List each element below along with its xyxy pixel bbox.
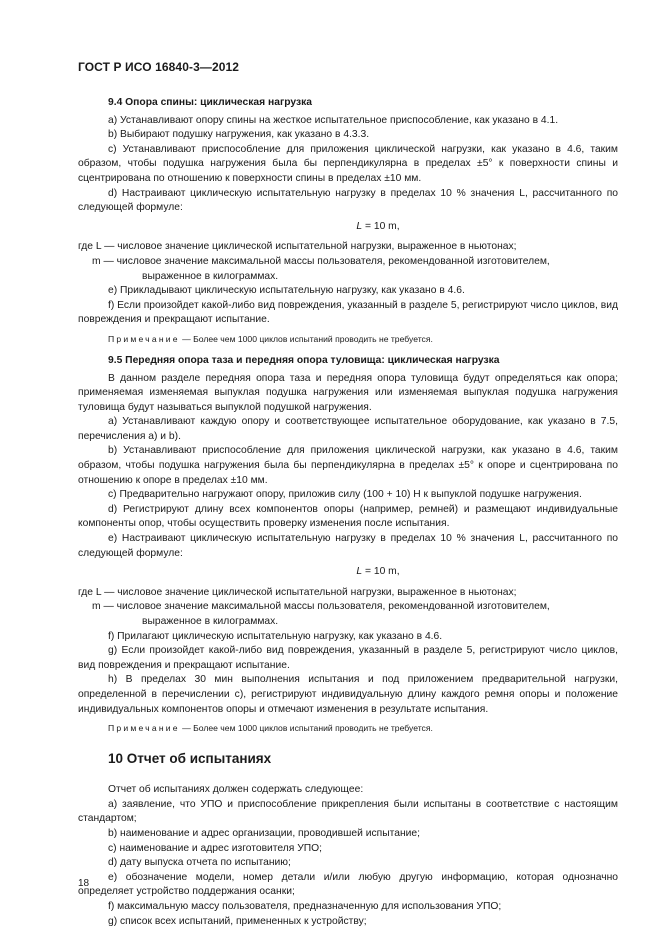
s10-item-c: с) наименование и адрес изготовителя УПО; (108, 842, 323, 854)
page-number: 18 (78, 878, 90, 889)
formula-rhs: = 10 m, (362, 566, 400, 578)
s10-item-e: е) обозначение модели, номер детали и/или любую другую информацию, которая однозначно определяет устройство поддержания осанки; (78, 871, 618, 898)
s94-item-a: а) Устанавливают опору спины на жесткое испытательное приспособление, как указано в 4.1. (108, 114, 559, 126)
s95-item-g: g) Если произойдет какой-либо вид повреждения, указанный в разделе 5, регистрируют число циклов, вид повреждения и прекращают испытание. (78, 645, 618, 671)
s94-where-m-cont: выраженное в килограммах. (142, 270, 279, 282)
s94-item-f: f) Если произойдет какой-либо вид повреждения, указанный в разделе 5, регистрируют число циклов, вид повреждения и прекращают испытание. (78, 299, 618, 326)
s95-formula (78, 565, 618, 580)
s95-item-c: с) Предварительно нагружают опору, приложив силу (100 + 10) Н к выпуклой подушке нагружения. (108, 489, 582, 501)
s95-intro: В данном разделе передняя опора таза и передняя опора туловища будут определяться как опора; применяемая изменяемая выпуклая подушка нагружения или изменяемая выпуклая подушка нагружения туловища будут называться выпуклой подушкой нагружения. (78, 372, 618, 413)
s10-intro: Отчет об испытаниях должен содержать следующее: (108, 784, 364, 796)
s94-item-e: е) Прикладывают циклическую испытательную нагрузку, как указано в 4.6. (108, 285, 465, 297)
s94-where-m: m — числовое значение максимальной массы пользователя, рекомендованной изготовителем, (92, 255, 550, 267)
formula-l-symbol: L (356, 566, 363, 578)
note-text: — Более чем 1000 циклов испытаний проводить не требуется. (179, 723, 433, 734)
document-header: ГОСТ Р ИСО 16840-3—2012 (78, 60, 240, 74)
s94-where-l: где L — числовое значение циклической испытательной нагрузки, выраженное в ньютонах; (78, 241, 517, 253)
note-label: Примечание (108, 723, 180, 734)
s95-where-m-cont: выраженное в килограммах. (142, 616, 279, 627)
note-label: Примечание (108, 333, 180, 344)
s10-item-d: d) дату выпуска отчета по испытанию; (108, 857, 291, 869)
note-text: — Более чем 1000 циклов испытаний проводить не требуется. (179, 333, 433, 344)
s10-item-g: g) список всех испытаний, примененных к устройству; (108, 915, 367, 927)
section-9-4-title: 9.4 Опора спины: циклическая нагрузка (108, 97, 312, 108)
s95-note (78, 721, 618, 735)
s95-item-e: е) Настраивают циклическую испытательную нагрузку в пределах 10 % значения L, рассчитанного по следующей формуле: (78, 533, 618, 559)
s95-where-m: m — числовое значение максимальной массы пользователя, рекомендованной изготовителем, (92, 601, 550, 613)
s94-item-c: с) Устанавливают приспособление для приложения циклической нагрузки, как указано в 4.6, таким образом, чтобы подушка нагружения была бы перпендикулярна в пределах ±5° к поверхности спины и сцентрирована по отношению к поверхности спины в пределах ±10 мм. (78, 143, 618, 184)
document-body (78, 96, 618, 929)
s95-item-a: а) Устанавливают каждую опору и соответствующее испытательное оборудование, как указано в 7.5, перечисления а) и b). (78, 416, 618, 442)
section-10-title: 10 Отчет об испытаниях (108, 751, 272, 767)
s10-item-b: b) наименование и адрес организации, проводившей испытание; (108, 827, 420, 839)
s94-item-b: b) Выбирают подушку нагружения, как указано в 4.3.3. (108, 129, 370, 141)
s10-item-f: f) максимальную массу пользователя, предназначенную для использования УПО; (108, 900, 502, 912)
section-9-5-title: 9.5 Передняя опора таза и передняя опора туловища: циклическая нагрузка (108, 354, 500, 366)
s95-item-b: b) Устанавливают приспособление для приложения циклической нагрузки, как указано в 4.6, таким образом, чтобы подушка нагружения была бы перпендикулярна в пределах ±5° к опоре и сцентрирована по отношению к опоре в пределах ±10 мм. (78, 445, 618, 486)
formula-rhs: = 10 m, (362, 220, 400, 232)
s94-formula (78, 220, 618, 235)
s94-item-d: d) Настраивают циклическую испытательную нагрузку в пределах 10 % значения L, рассчитанного по следующей формуле: (78, 187, 618, 214)
s94-note (78, 332, 618, 346)
s95-item-h: h) В пределах 30 мин выполнения испытания и под приложением предварительной нагрузки, определенной в перечислении с), регистрируют индивидуальную длину каждого ремня опоры и положение индивидуальных компонентов опоры и отмечают изменения в результате испытания. (78, 674, 618, 715)
s95-where-l: где L — числовое значение циклической испытательной нагрузки, выраженное в ньютонах; (78, 586, 517, 598)
s95-item-f: f) Прилагают циклическую испытательную нагрузку, как указано в 4.6. (108, 630, 443, 642)
formula-l-symbol: L (356, 220, 363, 232)
s95-item-d: d) Регистрируют длину всех компонентов опоры (например, ремней) и размещают индивидуальные компоненты опор, чтобы осуществить проверку изменения после испытания. (78, 503, 618, 530)
s10-item-a: а) заявление, что УПО и приспособление прикрепления были испытаны в соответствие с настоящим стандартом; (78, 798, 618, 825)
